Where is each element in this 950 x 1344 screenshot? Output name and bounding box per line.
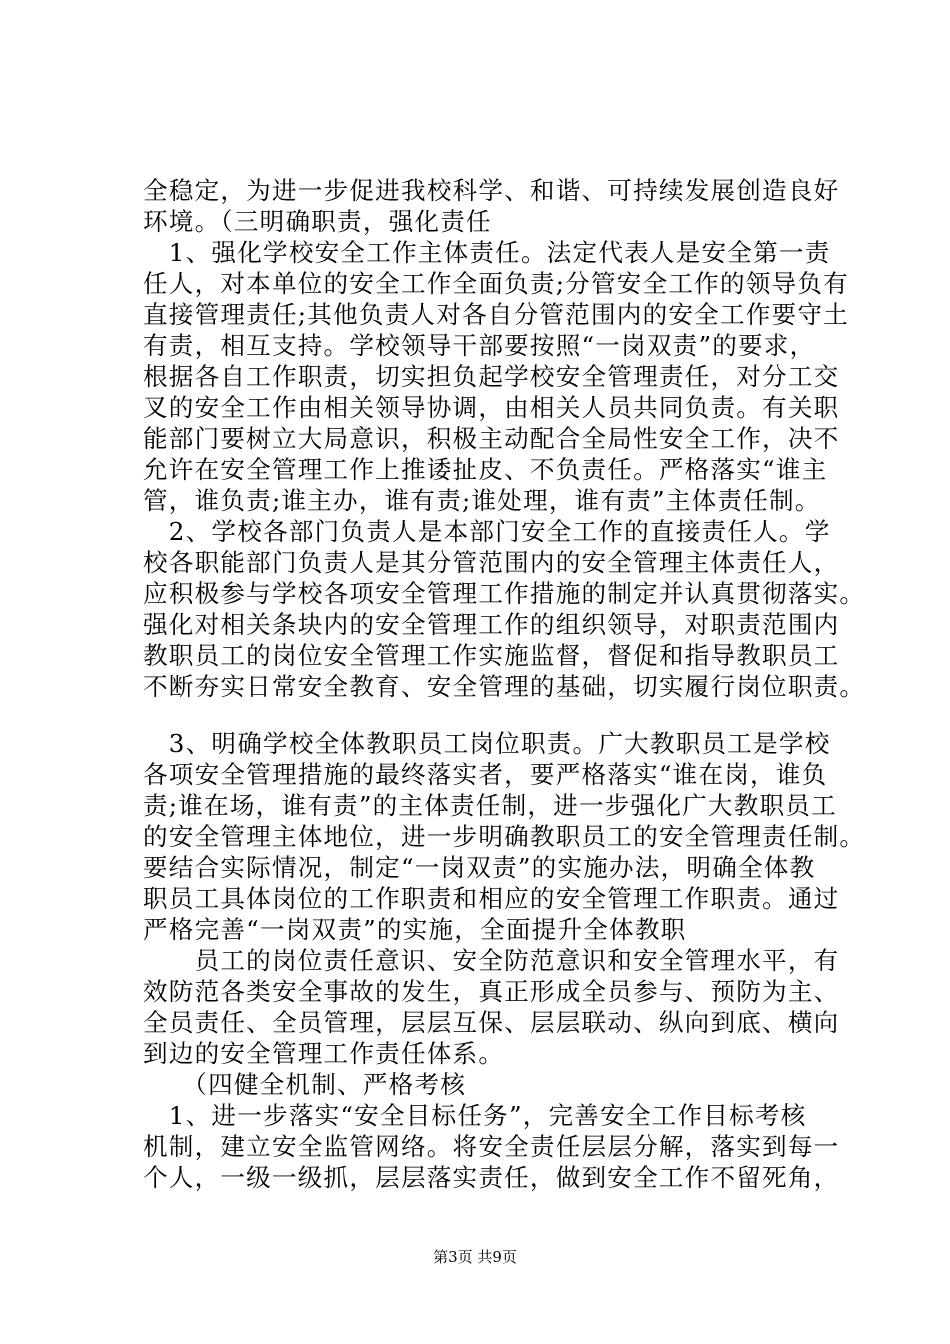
text-line: 严格完善“一岗双责”的实施，全面提升全体教职 [143, 915, 687, 944]
text-line: 员工的岗位责任意识、安全防范意识和安全管理水平，有 [143, 946, 840, 975]
text-line: 个人，一级一级抓，层层落实责任，做到安全工作不留死角， [143, 1163, 840, 1192]
text-line: 2、学校各部门负责人是本部门安全工作的直接责任人。学 [143, 517, 831, 546]
text-line: 能部门要树立大局意识，积极主动配合全局性安全工作，决不 [143, 424, 840, 453]
text-line: 要结合实际情况，制定“一岗双责”的实施办法，明确全体教 [143, 853, 816, 882]
text-line: 任人，对本单位的安全工作全面负责;分管安全工作的领导负有 [143, 269, 849, 298]
text-line: 责;谁在场，谁有责”的主体责任制，进一步强化广大教职员工 [143, 791, 837, 820]
text-line: 机制，建立安全监管网络。将安全责任层层分解，落实到每一 [143, 1132, 840, 1161]
text-line: 1、进一步落实“安全目标任务”，完善安全工作目标考核 [143, 1101, 807, 1130]
text-line: 叉的安全工作由相关领导协调，由相关人员共同负责。有关职 [143, 393, 840, 422]
text-line: 管，谁负责;谁主办，谁有责;谁处理，谁有责”主体责任制。 [143, 486, 821, 515]
text-line: 有责，相互支持。学校领导干部要按照“一岗双责”的要求， [143, 331, 816, 360]
page-number-footer: 第3页 共9页 [433, 1248, 517, 1266]
text-line: 强化对相关条块内的安全管理工作的组织领导，对职责范围内 [143, 610, 840, 639]
text-line: 3、明确学校全体教职员工岗位职责。广大教职员工是学校 [143, 729, 831, 758]
text-line: 直接管理责任;其他负责人对各自分管范围内的安全工作要守土 [143, 300, 849, 329]
text-line: （四健全机制、严格考核 [143, 1070, 467, 1099]
text-line: 校各职能部门负责人是其分管范围内的安全管理主体责任人， [143, 548, 840, 577]
text-line: 根据各自工作职责，切实担负起学校安全管理责任，对分工交 [143, 362, 840, 391]
text-line: 应积极参与学校各项安全管理工作措施的制定并认真贯彻落实。 [143, 579, 866, 608]
text-line: 允许在安全管理工作上推诿扯皮、不负责任。严格落实“谁主 [143, 455, 828, 484]
text-line: 全稳定，为进一步促进我校科学、和谐、可持续发展创造良好 [143, 176, 840, 205]
text-line: 到边的安全管理工作责任体系。 [143, 1039, 505, 1068]
text-line: 环境。（三明确职责，强化责任 [143, 207, 492, 236]
text-line: 教职员工的岗位安全管理工作实施监督，督促和指导教职员工 [143, 641, 840, 670]
text-line: 职员工具体岗位的工作职责和相应的安全管理工作职责。通过 [143, 884, 840, 913]
text-line: 1、强化学校安全工作主体责任。法定代表人是安全第一责 [143, 238, 831, 267]
text-line: 各项安全管理措施的最终落实者，要严格落实“谁在岗，谁负 [143, 760, 828, 789]
text-line: 的安全管理主体地位，进一步明确教职员工的安全管理责任制。 [143, 822, 866, 851]
text-line: 效防范各类安全事故的发生，真正形成全员参与、预防为主、 [143, 977, 840, 1006]
text-line: 全员责任、全员管理，层层互保、层层联动、纵向到底、横向 [143, 1008, 840, 1037]
text-line: 不断夯实日常安全教育、安全管理的基础，切实履行岗位职责。 [143, 672, 866, 701]
